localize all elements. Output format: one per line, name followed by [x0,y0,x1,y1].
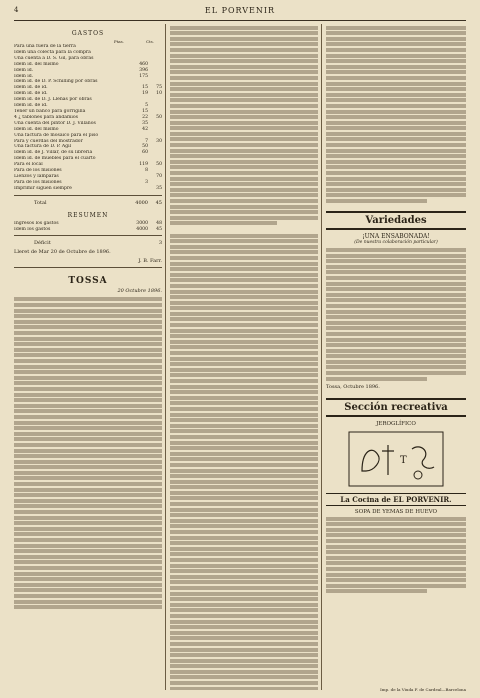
divider [14,235,162,236]
row-amount: 460 [139,61,148,67]
printer-footer: Imp. de la Viuda F. de Cardeal—Barcelona [380,687,466,692]
row-cents: 30 [156,138,162,144]
row-cents: 50 [156,114,162,120]
row-label: Idem id. del mismo [14,126,59,132]
row-amount: 7 [145,138,148,144]
row-label: Una cuenta del pintor D. J. Villanos [14,120,96,126]
row-label: Idem id. de J. Villar, de su librería [14,150,93,156]
row-amount: 4000 [136,226,148,232]
variedades-subtitle: ¡UNA ENSABONADA! [362,233,430,240]
row-amount: 5 [145,103,148,109]
row-cents: 45 [156,226,162,232]
resumen-rows [14,221,162,233]
row-label: Idem id. del mismo [14,61,59,67]
row-amount: 3 [145,179,148,185]
row-label: Idem id. de muebles para el cuarto [14,156,96,162]
row-label: 4 ¿ tablones para andamios [14,114,78,120]
table-row [14,227,162,233]
row-label: Para y cuerdas del mostrador [14,138,83,144]
row-label: Imprimir siguen siempre [14,185,72,191]
recipe-title: SOPA DE YEMAS DE HUEVO [354,508,438,515]
row-label: Idem id. [14,73,34,79]
variedades-title: Variedades [326,211,466,230]
row-label: Idem id. de id. [14,103,48,109]
cocina-title: La Cocina de EL PORVENIR. [326,493,466,506]
row-label: Para de los misiones [14,168,62,174]
variedades-text [326,248,466,381]
recreativa-title: Sección recreativa [326,398,466,417]
row-label: Una factura de D. P. Agil [14,144,72,150]
row-amount [134,186,148,192]
column-3 [326,24,466,690]
col-pesos: Ptas. [114,39,125,44]
column-2 [170,24,318,690]
row-cents: 10 [156,91,162,97]
gastos-title: GASTOS [71,30,105,37]
row-amount: 396 [139,67,148,73]
variedades-place: Tossa, Octubre 1896. [326,383,380,390]
row-amount: 15 [142,108,148,114]
row-cents: 75 [156,85,162,91]
recipe-text [326,517,466,594]
row-amount: 3000 [136,220,148,226]
variedades-note: (De nuestra colaboración particular) [354,240,438,245]
row-amount: 42 [142,126,148,132]
row-label: Idem id. [14,67,34,73]
gastos-total [14,200,162,206]
row-label: Idem id. de id. [14,85,48,91]
row-label: Idem id. de id. [14,91,48,97]
gastos-rows [14,44,162,192]
row-amount: 175 [139,73,148,79]
table-row [14,186,162,192]
row-cents: 50 [156,162,162,168]
tossa-date: 20 Octubre 1896. [117,288,162,295]
row-amount: 15 [142,85,148,91]
row-label: Para el local [14,162,43,168]
row-cents: 35 [156,185,162,191]
col-cts: Cts. [146,39,154,44]
page-number: 4 [14,6,19,14]
row-label: Lienzos y lámparas [14,173,59,179]
jeroglifico-title: JEROGLÍFICO [376,420,416,427]
row-label: Tener un banco para gorrigilla [14,108,86,114]
place-date: Lleret de Mar 20 de Octubre de 1896. [14,249,111,256]
row-amount: 19 [142,91,148,97]
row-label: Idem id. de D. J. Llenas por obras [14,97,92,103]
row-cents: 48 [156,220,162,226]
deficit-a [134,240,148,246]
newspaper-name: EL PORVENIR [204,6,276,15]
tossa-article-text [14,297,162,609]
total-a: 4000 [135,199,148,206]
row-amount: 35 [142,120,148,126]
page-header [14,6,466,21]
article-continuation-text [170,26,318,226]
column-rule [321,24,322,690]
row-amount: 22 [142,114,148,120]
column-1 [14,24,162,690]
row-amount: 50 [142,144,148,150]
svg-text:T: T [400,454,407,466]
row-label: Ingresos los gastos [14,220,59,226]
row-amount: 119 [139,162,148,168]
divider [14,195,162,196]
row-amount: 60 [142,150,148,156]
row-label: Idem una colecta para la compra [14,49,91,55]
row-cents: 70 [156,173,162,179]
row-label: Una cuenta á D. S. Gil, para obras [14,55,94,61]
deficit-b: 3 [158,240,162,247]
signature: J. B. Farr. [138,258,162,265]
tossa-title: TOSSA [68,276,108,287]
resumen-title: RESUMEN [67,211,109,219]
deficit-label: Déficit [34,240,51,247]
row-amount: 8 [145,168,148,174]
total-label: Total [34,199,47,206]
row-label: Para de los misiones [14,179,62,185]
hieroglyph-puzzle-image [348,431,444,487]
resumen-deficit [14,240,162,246]
total-b: 45 [155,199,162,206]
column-rule [165,24,166,690]
row-label: Idem id. de D. P. Schilling por obras [14,79,98,85]
row-label: Una factura de mosaico para el piso [14,132,99,138]
article-paragraph-2 [170,234,318,690]
divider [14,267,162,268]
row-label: Para una fuera de la tierra [14,44,76,49]
article-end-text [326,26,466,203]
row-label: Idem los gastos [14,226,51,232]
